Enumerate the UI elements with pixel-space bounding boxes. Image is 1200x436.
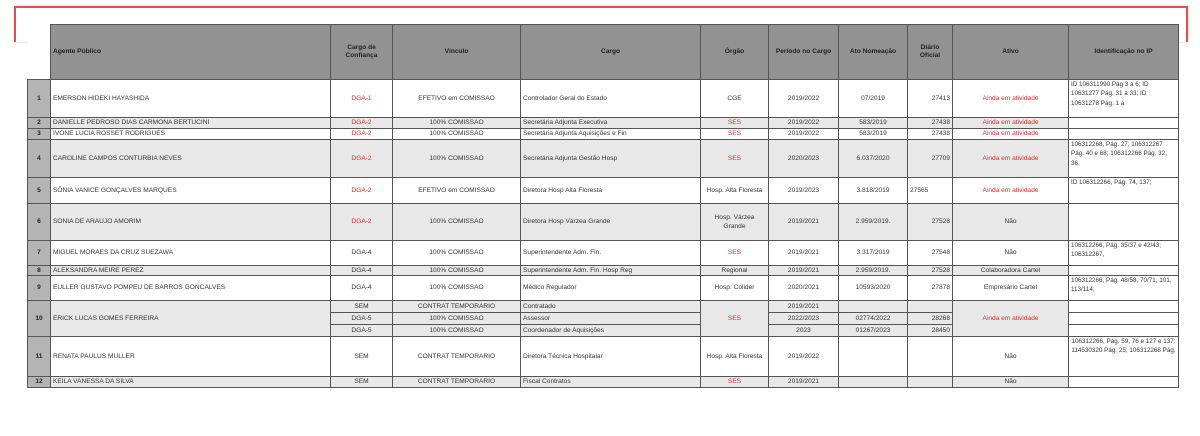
ato-cell: 3.818/2019 bbox=[839, 178, 908, 204]
row-number: 7 bbox=[28, 241, 51, 266]
cargo-cell: Controlador Geral do Estado bbox=[521, 80, 701, 118]
ativo-cell: Ainda em atividade bbox=[953, 178, 1069, 204]
vinculo-cell: 100% COMISSAO bbox=[393, 140, 521, 178]
table-row bbox=[28, 80, 1179, 118]
cargo-confianca-cell: DGA-2 bbox=[331, 178, 393, 204]
ip-cell bbox=[1069, 377, 1179, 388]
orgao-cell: SES bbox=[701, 301, 769, 337]
diario-cell: 27528 bbox=[908, 266, 953, 276]
table-header-row bbox=[28, 25, 1179, 80]
periodo-cell: 2019/2022 bbox=[769, 129, 839, 140]
periodo-cell: 2020/2023 bbox=[769, 140, 839, 178]
table-row bbox=[28, 266, 1179, 276]
orgao-cell: Hosp. Alta Floresta bbox=[701, 178, 769, 204]
vinculo-cell: 100% COMISSAO bbox=[393, 276, 521, 301]
table-row bbox=[28, 276, 1179, 301]
table-row bbox=[28, 301, 1179, 313]
header-agente: Agente Público bbox=[51, 25, 331, 80]
cargo-cell: Secretária Adjunta Executiva bbox=[521, 118, 701, 129]
cargo-confianca-cell: SEM bbox=[331, 301, 393, 313]
diario-cell: 27709 bbox=[908, 140, 953, 178]
periodo-cell: 2019/2022 bbox=[769, 337, 839, 377]
agente-cell: KEILA VANESSA DA SILVA bbox=[51, 377, 331, 388]
cargo-confianca-cell: DGA-4 bbox=[331, 241, 393, 266]
ativo-cell: Não bbox=[953, 377, 1069, 388]
orgao-cell: Hosp. Várzea Grande bbox=[701, 204, 769, 241]
table-row bbox=[28, 178, 1179, 204]
ato-cell: 583/2019 bbox=[839, 118, 908, 129]
ip-cell: 106312266, Pág. 59, 76 e 127 e 137; 114530320 Pág. 25; 106312268 Pág. bbox=[1069, 337, 1179, 377]
vinculo-cell: CONTRAT TEMPORARIO bbox=[393, 337, 521, 377]
agente-cell: CAROLINE CAMPOS CONTURBIA NEVES bbox=[51, 140, 331, 178]
cargo-cell: Superintendente Adm. Fin. Hosp Reg bbox=[521, 266, 701, 276]
cargo-cell: Assessor bbox=[521, 313, 701, 325]
table-row bbox=[28, 129, 1179, 140]
ativo-cell: Empresário Cartel bbox=[953, 276, 1069, 301]
row-number: 3 bbox=[28, 129, 51, 140]
agente-cell: RENATA PAULUS MULLER bbox=[51, 337, 331, 377]
ip-cell: 106312266, Pág. 35/37 e 42/43; 106312267, bbox=[1069, 241, 1179, 266]
ip-cell bbox=[1069, 118, 1179, 129]
header-ato: Ato Nomeação bbox=[839, 25, 908, 80]
ativo-cell: Ainda em atividade bbox=[953, 118, 1069, 129]
table-row bbox=[28, 241, 1179, 266]
ip-cell bbox=[1069, 129, 1179, 140]
ativo-cell: Não bbox=[953, 204, 1069, 241]
diario-cell: 27548 bbox=[908, 241, 953, 266]
ativo-cell: Ainda em atividade bbox=[953, 129, 1069, 140]
agente-cell: ALEKSANDRA MEIRE PEREZ bbox=[51, 266, 331, 276]
header-ativo: Ativo bbox=[953, 25, 1069, 80]
cargo-confianca-cell: DGA-2 bbox=[331, 118, 393, 129]
cargo-cell: Diretora Técnica Hospitalar bbox=[521, 337, 701, 377]
diario-cell bbox=[908, 337, 953, 377]
cargo-confianca-cell: DGA-4 bbox=[331, 276, 393, 301]
table-row bbox=[28, 140, 1179, 178]
vinculo-cell: CONTRAT TEMPORARIO bbox=[393, 377, 521, 388]
ativo-cell: Ainda em atividade bbox=[953, 140, 1069, 178]
orgao-cell: CGE bbox=[701, 80, 769, 118]
ato-cell: 02774/2022 bbox=[839, 313, 908, 325]
ip-cell: 106312268, Pág. 27; 106312267 Pág. 40 e 68; 106312266 Pág. 32, 36, bbox=[1069, 140, 1179, 178]
agente-cell: MIGUEL MORAES DA CRUZ SUEZAWA bbox=[51, 241, 331, 266]
ato-cell: 10593/2020 bbox=[839, 276, 908, 301]
periodo-cell: 2019/2021 bbox=[769, 377, 839, 388]
diario-cell: 27438 bbox=[908, 118, 953, 129]
ato-cell: 07/2019 bbox=[839, 80, 908, 118]
ip-cell: ID 106312266, Pág. 74, 137; bbox=[1069, 178, 1179, 204]
diario-cell bbox=[908, 301, 953, 313]
cargo-cell: Superintendente Adm. Fin. bbox=[521, 241, 701, 266]
diario-cell: 28268 bbox=[908, 313, 953, 325]
agente-cell: EMERSON HIDEKI HAYASHIDA bbox=[51, 80, 331, 118]
vinculo-cell: 100% COMISSAO bbox=[393, 118, 521, 129]
ato-cell: 2.959/2019. bbox=[839, 266, 908, 276]
orgao-cell: SES bbox=[701, 118, 769, 129]
vinculo-cell: 100% COMISSAO bbox=[393, 241, 521, 266]
header-periodo: Período no Cargo bbox=[769, 25, 839, 80]
periodo-cell: 2020/2021 bbox=[769, 276, 839, 301]
cargo-confianca-cell: DGA-5 bbox=[331, 313, 393, 325]
diario-cell: 27528 bbox=[908, 204, 953, 241]
orgao-cell: SES bbox=[701, 140, 769, 178]
orgao-cell: SES bbox=[701, 377, 769, 388]
header-ip: Identificação no IP bbox=[1069, 25, 1179, 80]
vinculo-cell: CONTRAT TEMPORARIO bbox=[393, 301, 521, 313]
row-number: 6 bbox=[28, 204, 51, 241]
cargo-confianca-cell: DGA-2 bbox=[331, 140, 393, 178]
row-number: 2 bbox=[28, 118, 51, 129]
row-number: 12 bbox=[28, 377, 51, 388]
cargo-confianca-cell: DGA-5 bbox=[331, 325, 393, 337]
vinculo-cell: 100% COMISSAO bbox=[393, 313, 521, 325]
agente-cell: IVONE LUCIA ROSSET RODRIGUES bbox=[51, 129, 331, 140]
vinculo-cell: 100% COMISSAO bbox=[393, 204, 521, 241]
diario-cell: 27413 bbox=[908, 80, 953, 118]
ato-cell bbox=[839, 337, 908, 377]
orgao-cell: Regional bbox=[701, 266, 769, 276]
row-number: 9 bbox=[28, 276, 51, 301]
agente-cell: SONIA DE ARAUJO AMORIM bbox=[51, 204, 331, 241]
row-number: 10 bbox=[28, 301, 51, 337]
agente-cell: DANIELLE PEDROSO DIAS CARMONA BERTUCINI bbox=[51, 118, 331, 129]
ip-cell bbox=[1069, 204, 1179, 241]
orgao-cell: Hosp. Alta Floresta bbox=[701, 337, 769, 377]
table-row bbox=[28, 204, 1179, 241]
orgao-cell: SES bbox=[701, 129, 769, 140]
row-number: 11 bbox=[28, 337, 51, 377]
row-number: 4 bbox=[28, 140, 51, 178]
ativo-cell: Ainda em atividade bbox=[953, 80, 1069, 118]
agente-cell: SÔNIA VANICE GONÇALVES MARQUES bbox=[51, 178, 331, 204]
cargo-cell: Médico Regulador bbox=[521, 276, 701, 301]
header-orgao: Órgão bbox=[701, 25, 769, 80]
vinculo-cell: 100% COMISSAO bbox=[393, 266, 521, 276]
diario-cell: 28450 bbox=[908, 325, 953, 337]
table-row bbox=[28, 118, 1179, 129]
cargo-cell: Diretora Hosp Várzea Grande bbox=[521, 204, 701, 241]
ip-cell: ID 106311990 Pág 3 a 6; ID 10631277 Pág. 31 a 33; ID 10631278 Pág. 1 a bbox=[1069, 80, 1179, 118]
ip-cell bbox=[1069, 266, 1179, 276]
diario-cell: 27565 bbox=[908, 178, 953, 204]
cargo-confianca-cell: DGA-2 bbox=[331, 204, 393, 241]
header-corner bbox=[28, 25, 51, 80]
cargo-confianca-cell: DGA-4 bbox=[331, 266, 393, 276]
header-cargo-confianca: Cargo de Confiança bbox=[331, 25, 393, 80]
ip-cell bbox=[1069, 325, 1179, 337]
periodo-cell: 2019/2022 bbox=[769, 80, 839, 118]
diario-cell: 27878 bbox=[908, 276, 953, 301]
ato-cell bbox=[839, 377, 908, 388]
ip-cell: 106312266, Pág. 48/58, 70/71, 101, 113/114; bbox=[1069, 276, 1179, 301]
vinculo-cell: 100% COMISSAO bbox=[393, 129, 521, 140]
table-row bbox=[28, 337, 1179, 377]
cargo-cell: Contratado bbox=[521, 301, 701, 313]
header-cargo: Cargo bbox=[521, 25, 701, 80]
agente-cell: ERICK LUCAS GOMES FERREIRA bbox=[51, 301, 331, 337]
cargo-confianca-cell: DGA-1 bbox=[331, 80, 393, 118]
agente-cell: EULLER GUSTAVO POMPEU DE BARROS GONCALVES bbox=[51, 276, 331, 301]
ato-cell: 01267/2023 bbox=[839, 325, 908, 337]
ip-cell bbox=[1069, 301, 1179, 313]
ato-cell: 2.959/2019. bbox=[839, 204, 908, 241]
ativo-cell: Não bbox=[953, 337, 1069, 377]
diario-cell: 27438 bbox=[908, 129, 953, 140]
periodo-cell: 2019/2021 bbox=[769, 241, 839, 266]
cargo-confianca-cell: SEM bbox=[331, 337, 393, 377]
orgao-cell: SES bbox=[701, 241, 769, 266]
cargo-cell: Diretora Hosp Alta Floresta bbox=[521, 178, 701, 204]
cargo-cell: Secretária Adjunta Gestão Hosp bbox=[521, 140, 701, 178]
periodo-cell: 2019/2021 bbox=[769, 301, 839, 313]
agents-table bbox=[27, 24, 1179, 388]
vinculo-cell: EFETIVO em COMISSAO bbox=[393, 178, 521, 204]
row-number: 5 bbox=[28, 178, 51, 204]
periodo-cell: 2019/2021 bbox=[769, 204, 839, 241]
periodo-cell: 2019/2021 bbox=[769, 266, 839, 276]
header-diario: Diário Oficial bbox=[908, 25, 953, 80]
ato-cell: 6.037/2020 bbox=[839, 140, 908, 178]
orgao-cell: Hosp. Colider bbox=[701, 276, 769, 301]
table-row bbox=[28, 377, 1179, 388]
ato-cell bbox=[839, 301, 908, 313]
row-number: 8 bbox=[28, 266, 51, 276]
cargo-confianca-cell: SEM bbox=[331, 377, 393, 388]
ato-cell: 3.317/2019 bbox=[839, 241, 908, 266]
vinculo-cell: 100% COMISSAO bbox=[393, 325, 521, 337]
ativo-cell: Colaboradora Cartel bbox=[953, 266, 1069, 276]
header-vinculo: Vínculo bbox=[393, 25, 521, 80]
ativo-cell: Ainda em atividade bbox=[953, 301, 1069, 337]
cargo-confianca-cell: DGA-2 bbox=[331, 129, 393, 140]
periodo-cell: 2022/2023 bbox=[769, 313, 839, 325]
cargo-cell: Fiscal Contratos bbox=[521, 377, 701, 388]
periodo-cell: 2019/2023 bbox=[769, 178, 839, 204]
ip-cell bbox=[1069, 313, 1179, 325]
vinculo-cell: EFETIVO em COMISSAO bbox=[393, 80, 521, 118]
diario-cell bbox=[908, 377, 953, 388]
ativo-cell: Não bbox=[953, 241, 1069, 266]
cargo-cell: Secretária Adjunta Aquisições e Fin bbox=[521, 129, 701, 140]
cargo-cell: Coordenador de Aquisições bbox=[521, 325, 701, 337]
periodo-cell: 2019/2022 bbox=[769, 118, 839, 129]
periodo-cell: 2023 bbox=[769, 325, 839, 337]
ato-cell: 583/2019 bbox=[839, 129, 908, 140]
row-number: 1 bbox=[28, 80, 51, 118]
